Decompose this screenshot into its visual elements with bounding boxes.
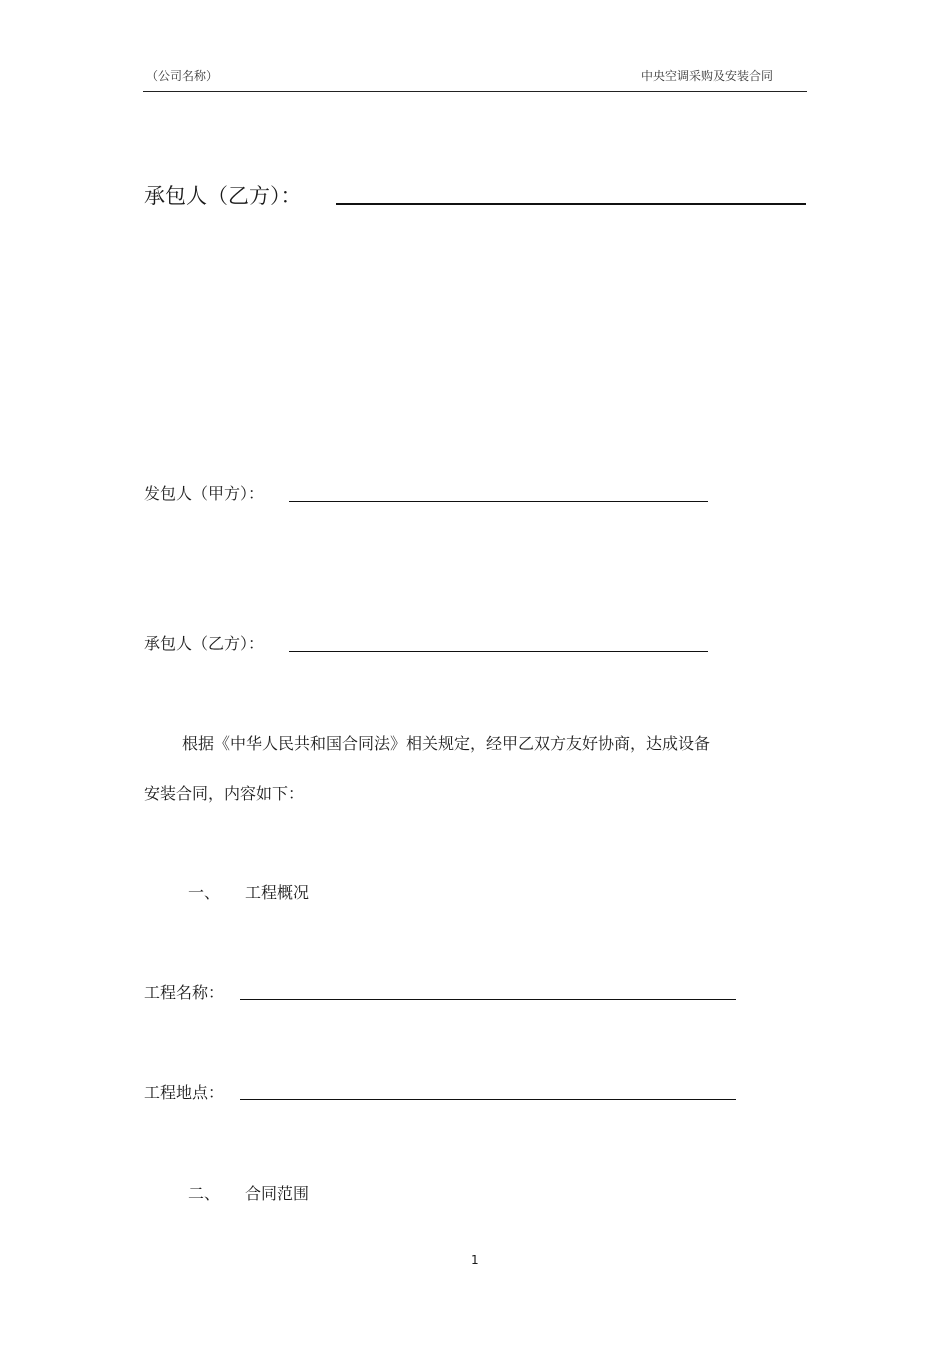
party-a-fill-line <box>289 501 708 502</box>
section-1-title: 工程概况 <box>245 883 310 902</box>
header-document-title: 中央空调采购及安装合同 <box>641 69 774 83</box>
header-company-name: （公司名称） <box>146 69 219 83</box>
project-site-fill-line <box>240 1099 736 1100</box>
intro-paragraph-line-2: 安装合同，内容如下： <box>144 784 305 803</box>
party-a-label: 发包人（甲方）： <box>144 484 265 503</box>
cover-contractor-label: 承包人（乙方）： <box>144 184 302 208</box>
project-name-fill-line <box>240 999 736 1000</box>
page-number: 1 <box>471 1253 479 1267</box>
section-1-number: 一、 <box>188 883 221 902</box>
intro-paragraph-line-1: 根据《中华人民共和国合同法》相关规定，经甲乙双方友好协商，达成设备 <box>182 734 711 753</box>
section-2-title: 合同范围 <box>245 1184 310 1203</box>
project-site-label: 工程地点： <box>144 1083 225 1102</box>
cover-contractor-fill-line <box>336 203 806 205</box>
party-b-label: 承包人（乙方）： <box>144 634 265 653</box>
project-name-label: 工程名称： <box>144 983 225 1002</box>
header-divider <box>143 91 807 92</box>
party-b-fill-line <box>289 651 708 652</box>
section-2-number: 二、 <box>188 1184 221 1203</box>
